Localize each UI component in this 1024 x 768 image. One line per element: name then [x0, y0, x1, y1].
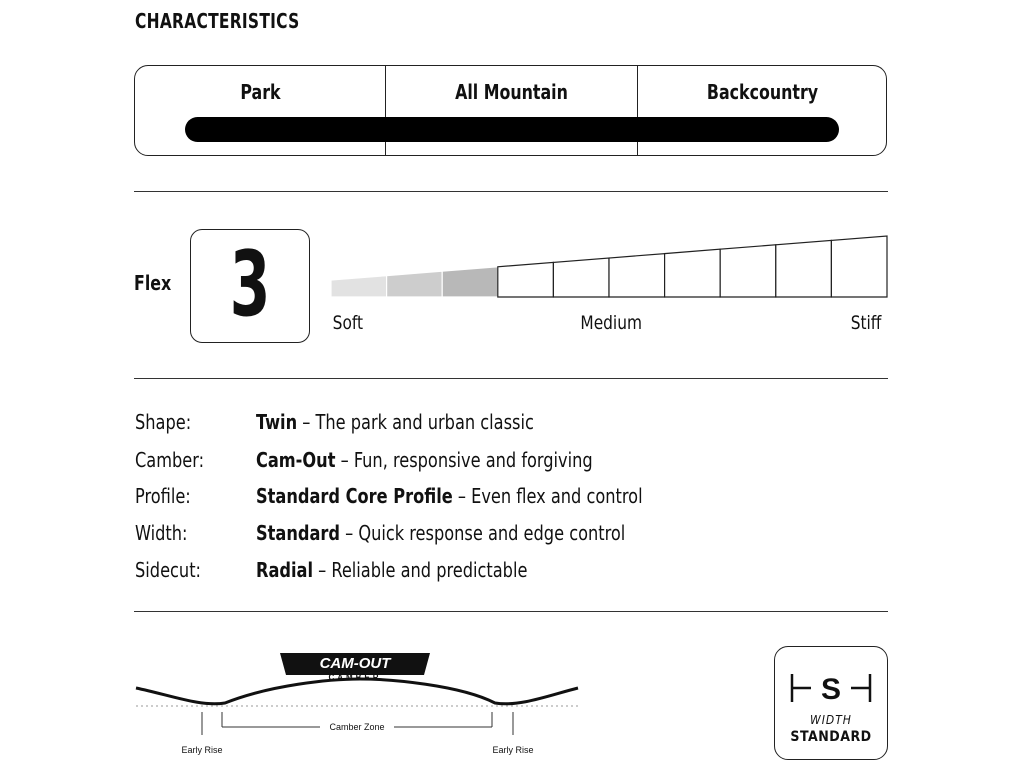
camber-profile-diagram	[130, 645, 590, 760]
terrain-range-box	[134, 65, 887, 156]
terrain-label-all-mountain: All Mountain	[455, 80, 568, 104]
spec-key: Camber:	[135, 448, 205, 472]
spec-value	[256, 410, 534, 434]
spec-name: Radial	[256, 558, 314, 582]
terrain-range-bar	[185, 117, 839, 142]
spec-name: Twin	[256, 410, 298, 434]
divider	[134, 378, 888, 379]
width-badge-main: STANDARD	[790, 729, 872, 745]
flex-cell	[720, 245, 776, 297]
spec-key: Shape:	[135, 410, 192, 434]
flex-cell	[831, 236, 887, 297]
flex-cell	[498, 262, 554, 297]
spec-name: Cam-Out	[256, 448, 336, 472]
flex-label: Flex	[134, 271, 172, 295]
divider	[134, 611, 888, 612]
spec-value	[256, 448, 593, 472]
flex-cell-filled	[387, 271, 443, 297]
spec-key: Sidecut:	[135, 558, 202, 582]
flex-scale-medium: Medium	[580, 312, 642, 334]
spec-desc: – Fun, responsive and forgiving	[335, 448, 593, 472]
logo-main-text: CAM-OUT	[319, 655, 391, 672]
logo-sub-text: CAMBER	[328, 673, 382, 682]
flex-rating-value: 3	[229, 232, 271, 337]
spec-key: Width:	[135, 521, 188, 545]
width-badge	[774, 646, 888, 760]
spec-desc: – Reliable and predictable	[313, 558, 528, 582]
flex-scale	[330, 235, 892, 301]
flex-scale-stiff: Stiff	[850, 312, 882, 334]
width-icon	[789, 671, 873, 705]
flex-cell	[609, 254, 665, 297]
section-title: CHARACTERISTICS	[135, 9, 300, 33]
flex-cell	[553, 258, 609, 297]
spec-name: Standard	[256, 521, 340, 545]
width-badge-sub: WIDTH	[810, 713, 852, 727]
svg-text:S: S	[820, 673, 842, 705]
camber-zone-label: Camber Zone	[329, 722, 385, 732]
spec-value	[256, 484, 643, 508]
spec-desc: – Quick response and edge control	[339, 521, 626, 545]
spec-key: Profile:	[135, 484, 191, 508]
spec-value	[256, 521, 625, 545]
spec-desc: – Even flex and control	[452, 484, 643, 508]
early-rise-label-right: Early Rise	[492, 745, 534, 755]
flex-cell-filled	[331, 276, 387, 297]
early-rise-label-left: Early Rise	[181, 745, 223, 755]
flex-rating-box	[190, 229, 310, 343]
flex-cell	[665, 249, 721, 297]
flex-cell-filled	[442, 267, 498, 297]
flex-cell	[776, 240, 832, 297]
terrain-label-backcountry: Backcountry	[706, 80, 819, 104]
spec-desc: – The park and urban classic	[297, 410, 534, 434]
flex-scale-soft: Soft	[332, 312, 364, 334]
terrain-label-park: Park	[240, 80, 281, 104]
spec-name: Standard Core Profile	[256, 484, 453, 508]
spec-value	[256, 558, 527, 582]
board-profile-line	[136, 679, 578, 704]
divider	[134, 191, 888, 192]
